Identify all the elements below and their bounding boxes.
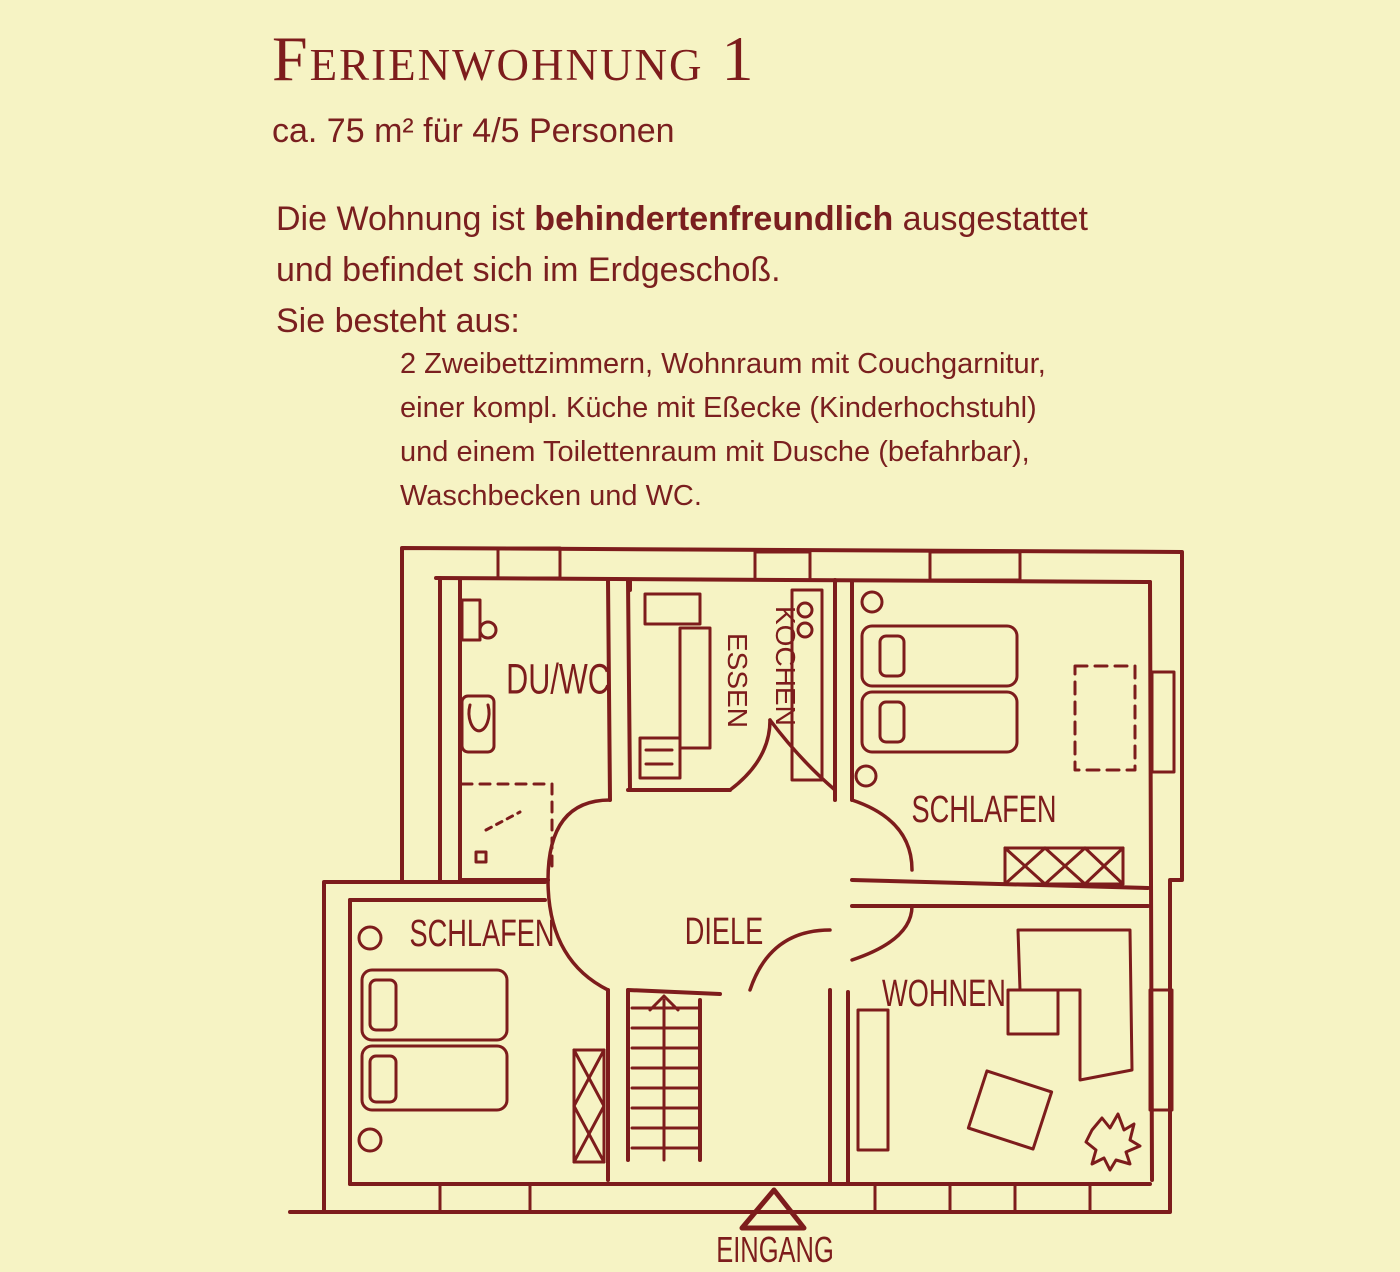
room-label-bedroom-left: SCHLAFEN (409, 912, 555, 956)
entrance-label: EINGANG (716, 1229, 834, 1271)
windows (440, 548, 1174, 1212)
room-label-bath: DU/WC (506, 654, 610, 703)
bedroom-right-furniture (856, 592, 1135, 884)
feature-line: und einem Toilettenraum mit Dusche (befahrbar), (400, 436, 1030, 468)
entrance-marker (742, 1190, 804, 1228)
room-label-living: WOHNEN (882, 972, 1006, 1016)
room-label-hall: DIELE (684, 910, 764, 954)
page-title: Ferienwohnung 1 (272, 23, 756, 94)
description-line-1-suffix: ausgestattet (902, 200, 1088, 238)
room-label-bedroom-right: SCHLAFEN (911, 788, 1057, 832)
description-line-2: und befindet sich im Erdgeschoß. (276, 251, 781, 289)
room-label-dining: ESSEN (722, 633, 753, 728)
feature-line: einer kompl. Küche mit Eßecke (Kinderhochstuhl) (400, 392, 1037, 424)
accessibility-highlight: behindertenfreundlich (534, 200, 894, 238)
feature-line: 2 Zweibettzimmern, Wohnraum mit Couchgarnitur, (400, 348, 1046, 380)
room-label-kitchen: KOCHEN (770, 606, 801, 726)
bedroom-left-furniture (359, 927, 604, 1162)
description-line-1-prefix: Die Wohnung ist (276, 200, 525, 238)
apartment-size-subtitle: ca. 75 m² für 4/5 Personen (272, 112, 675, 150)
living-room-furniture (858, 930, 1140, 1170)
feature-line: Waschbecken und WC. (400, 480, 702, 512)
description-line-3: Sie besteht aus: (276, 302, 520, 340)
staircase (632, 996, 698, 1160)
bathroom-fixtures (462, 600, 552, 870)
